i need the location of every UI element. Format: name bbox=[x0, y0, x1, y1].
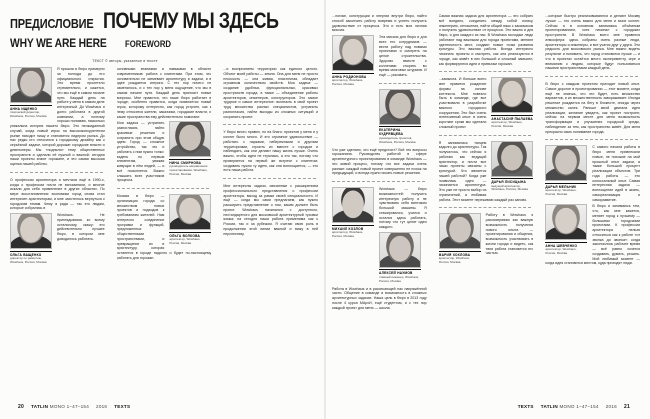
body-text: У бюро много правил, но на благо: проектов у меня и у коллег было много. И это огромное удовольствие — работать с парками, набережными и другими территориями, строить их вместе с городом и наблюдать, как они делают нашу жизнь лучше. Очень важно, чтобы идея не терялась, а это так, потому что проверяется на первой же встрече с клиентом: создавать нужно ту идею, как она воплощается, — это есть наша работа. bbox=[223, 130, 318, 173]
person-entry bbox=[332, 187, 374, 239]
byline: ТЕКСТ © авторы, указанные в тексте bbox=[92, 59, 158, 63]
person-name: ДАРЬЯ МЕЛЬНИК bbox=[545, 184, 577, 189]
body-text: Я занималась танцем задолго до архитектуры. Так получилось, что сейчас я работаю как ведущий архитектор, и почти все наши проекты связаны с культурой. Что является нашей работой? Когда уже появилась идея — начинается архитектура. Это уже не просто выбор из ограничений, а любимая работа. Этот момент переживаю каждый раз заново. bbox=[438, 140, 528, 202]
publication-brand: TATLIN bbox=[31, 404, 49, 409]
section-kicker: ПРЕДИСЛОВИЕ bbox=[10, 17, 94, 31]
column-4 bbox=[332, 14, 427, 395]
portrait-photo bbox=[545, 204, 587, 240]
columns-left bbox=[10, 67, 318, 385]
photo-caption bbox=[439, 251, 481, 265]
body-text: Wowhaus. Не приглядываясь ко всему остальному, скажу: это действительно лучшее бюро, в котором мне доводилось работать. bbox=[57, 213, 105, 241]
body-text: ...и восприятием территории как единого целого. Объект моей работы — земля. Она для меня не просто плоскость — она живая, пластичная, обладает огромным количеством свойств. Моя задача — создание удобных, функциональных, красивых пространств города, а также — объединение работы архитекторов, инженеров, конструкторов. Это самое трудное и самое интересное: включить в свой проект труд множества разных специалистов, устранить разногласия, найти выходы из сложных ситуаций и сохранить проект. bbox=[223, 67, 318, 119]
photo-caption bbox=[169, 232, 211, 246]
body-text: Работа в Wowhaus и в рассекающей нас напряжённой части. Общение в команде и возможность в сложных архитектурных задачах. Наша цель в бюро в 2013 году после 4 курса МАрхИ, ещё студентом, и с тех пор каждый проект для меня — школа. bbox=[332, 286, 427, 310]
person-name: МИХАИЛ КОЗЛОВ bbox=[332, 226, 364, 231]
portrait-photo bbox=[491, 141, 533, 177]
person-role: руководитель проектов, Wowhaus, Россия, Москва bbox=[379, 135, 416, 144]
portrait-photo bbox=[10, 213, 52, 249]
person-entry bbox=[169, 194, 211, 246]
person-name: ОЛЬГА ВАЩЕНКО bbox=[10, 252, 42, 257]
body-text: Мне интересны задачи, связанные с расширением профессионального представления о профессии архитектора, выход за рамки своей специальности. И ещё — когда мы сами предлагаем, как нужно расширить представление о том, каким должен быть проект. Wowhaus начинался с доступного, нестандартного для московской архитектурной тусовки языка; на сегодня наша работа применима как к России, так и за рубежом. Я считаю свою роль в продолжении этой линии важной и вижу в ней перспективу. bbox=[223, 184, 318, 236]
person-role: архитектор, Wowhaus, Россия, Москва bbox=[438, 256, 470, 265]
photo-caption bbox=[545, 242, 587, 256]
entry-divider bbox=[223, 178, 316, 179]
body-text: ...которые быстро реализовываются и делают Москву лучше — это очень важно для меня и моих коллег. Сейчас я в основном занимаюсь объёмным проектированием, хотя начинал с городских пространств. В Wowhaus всего мне нравится атмосфера: здесь собраны очень разные люди, архитекторы и инженеры, и все учатся друг у друга. Это редкость для московского рынка. Мне важно видеть результат и понимать, что город становится лучше — и что в проектах остаётся место эксперименту, игре и вниманию к людям, которые будут пользоваться нашими пространствами каждый день. bbox=[545, 14, 640, 71]
person-role: главный инженер, Wowhaus, Россия, Москва bbox=[379, 274, 419, 283]
portrait-photo bbox=[332, 35, 374, 71]
person-name: АННА ШЕВЧЕНКО bbox=[545, 243, 578, 248]
person-name: ОЛЬГА ВОЛКОВА bbox=[169, 233, 201, 238]
person-entry bbox=[439, 213, 481, 265]
photo-caption bbox=[545, 183, 587, 197]
photo-caption bbox=[491, 115, 533, 129]
column-3 bbox=[223, 67, 318, 385]
entry-divider bbox=[10, 172, 103, 173]
person-entry bbox=[169, 121, 211, 177]
columns-right bbox=[332, 14, 640, 395]
person-name: АНАСТАСИЯ ПЫЛАЕВА bbox=[491, 116, 533, 121]
body-text: Самая важная задача для архитектора — это собрать всё воедино, соединить между собой логику, инженерию, отношения, найти общий язык с заказчиком и получить удовольствие от процесса. Это важно и для бюро, и для каждого из нас. В Wowhaus молодые люди работают над важными для города проектами, меняют идентичность мест, создают новые точки развития культуры. Это важная работа. Всегда интересно начинать проекты и смотреть, как они реализуются в городе, как живёт в них большой и сложный замысел, как формируются идеи и привычки горожан. bbox=[438, 14, 534, 66]
person-entry bbox=[332, 35, 374, 87]
footer-left bbox=[18, 404, 130, 410]
person-name: АЛЕКСЕЙ НАУМОВ bbox=[379, 271, 413, 276]
person-name: ДАРЬЯ ЛИСИЦЫНА bbox=[491, 180, 527, 184]
footer-right bbox=[518, 404, 630, 410]
person-role: руководитель направления проектирования, Wowhaus, Россия, Москва bbox=[169, 164, 208, 177]
publication-year: 2016 bbox=[96, 404, 108, 409]
entry-divider bbox=[332, 181, 425, 182]
column-6 bbox=[545, 14, 640, 395]
section-label: TEXTS bbox=[114, 404, 131, 409]
section-label: TEXTS bbox=[517, 404, 534, 409]
person-name: АННА РОДИОНОВА bbox=[332, 74, 367, 79]
publication-issue: MONO 1–47–154 bbox=[559, 404, 599, 409]
column-2 bbox=[117, 67, 212, 385]
body-text: Что уже сделано, что ещё предстоит? Всё это вопросы горожанина. Руководство работой в сфере архитектурного проектирования в команде Wowhaus — это живой процесс, потому что все задачи очень разные: каждый новый проект совершенно не похож на предыдущий, и всегда нужно искать новые решения. bbox=[332, 147, 427, 176]
entry-divider bbox=[439, 207, 532, 208]
photo-caption bbox=[379, 269, 421, 283]
person-role: архитектор, Wowhaus, Россия, Москва bbox=[332, 78, 364, 86]
body-text: Wowhaus — бюро возможностей: получить интересную работу и не чувствовать себя винтиком большой машины. Я стажировался, учился и остался здесь работать, потому что тут ценят идеи каждого. bbox=[379, 187, 427, 230]
portrait-photo bbox=[169, 194, 211, 230]
column-5 bbox=[439, 14, 534, 395]
photo-caption bbox=[10, 105, 52, 119]
photo-caption bbox=[332, 73, 374, 87]
portrait-photo bbox=[545, 145, 587, 181]
page-number-left: 20 bbox=[18, 404, 25, 410]
person-entry bbox=[545, 145, 587, 197]
person-entry bbox=[379, 89, 421, 145]
body-text: основными знаниями и навыками в области современников: работа с клиентами. При этом, это основательно не затмевает архитектуру и задачи, и в идее рождается интрига. С тех пор ничего не изменилось, и с тех пор у меня ощущение, что мы в самом начале пути. Каждый день приносит новые вопросы. Мне нравится, что наше бюро работает в городе; особенно нравится, когда появляется новый игрок, которому интересно, как город устроен, как к нему относятся жители, заказчики, городские власти, и какие пространства ему действительно помогают. bbox=[116, 67, 212, 119]
photo-caption bbox=[491, 178, 533, 192]
column-1 bbox=[10, 67, 105, 385]
page-title: ПОЧЕМУ МЫ ЗДЕСЬ bbox=[103, 8, 279, 33]
entry-divider bbox=[223, 124, 316, 125]
photo-caption bbox=[169, 159, 211, 177]
entry-divider bbox=[439, 135, 532, 136]
entry-divider bbox=[545, 76, 638, 77]
body-text: О профессии архитектора я мечтала ещё в 1990-х, когда о профессии почти не вспоминали, и многие искали для себя применение в других областях. По мере восстановления экономики город снова стал интересен архитекторам, и мне захотелось вернуться к городским темам. Чему я рада — так это людям, которые собрались в bbox=[10, 177, 105, 211]
person-name: ЕКАТЕРИНА КУДРЯВЦЕВА bbox=[379, 128, 404, 137]
portrait-photo bbox=[491, 77, 533, 113]
page-header bbox=[10, 8, 318, 63]
page-title-en-small: FOREWORD bbox=[124, 39, 171, 49]
photo-caption bbox=[379, 126, 421, 144]
person-role: директор по развитию, Wowhaus, Россия, Москва bbox=[10, 256, 47, 264]
portrait-photo bbox=[439, 213, 481, 249]
publication-year: 2016 bbox=[605, 404, 617, 409]
person-entry bbox=[491, 77, 533, 129]
body-text: Работу в Wowhaus я рассматриваю как важную возможность получения нового опыта — проектирования и общения, возможность участвовать в жизни города и видеть, как твоя работа становится его частью. bbox=[485, 213, 534, 256]
body-text: В бюро я занимаюсь тем, что, как мне кажется, меняет город к лучшему — большими городскими проектами. К профессии архитектора нельзя относиться как к работе «от звонка до звонка»: когда закончилось рабочее время — всё равно хочется создавать, думать, решать. Мой любимый момент — когда идея становится местом, куда приходят люди. bbox=[545, 204, 640, 266]
person-role: творческий директор, Wowhaus, Россия, Москва bbox=[10, 110, 47, 118]
person-entry bbox=[491, 141, 533, 193]
body-text: Москва в бюро — организация города со множеством новых проектов и подходов к требованиям жителей. Нам интересно соединение программ и функций, предложенных общественными пространствами, и превращение их в архитектуру, которая останется в городе надолго и будет по-настоящему работать для горожан. bbox=[116, 194, 212, 260]
person-entry bbox=[10, 67, 52, 119]
photo-caption bbox=[332, 225, 374, 239]
person-name: МАРИЯ ХОХЛОВА bbox=[438, 252, 471, 257]
publication-issue: MONO 1–47–154 bbox=[49, 404, 90, 409]
entry-divider bbox=[117, 188, 210, 189]
entry-divider bbox=[379, 83, 425, 84]
body-text: В бюро с каждым проектом приходит новый опыт. Самое дорогое в проектировании — этот момент, когда ещё не знаешь, что это будет, есть множество вариантов, и их множественность завораживает. Иногда решение рождается на бегу в блокноте, иногда через множество калек. Раньше мной двигала идея реализации, желание увидеть, как проект построен; сейчас на первом месте для меня возможность трансформации и улучшения городской среды, наблюдение за тем, как пространство живёт. Для меня прекрасно само понимание города. bbox=[545, 82, 640, 134]
body-text: Моя задача — устранять разногласия, найти красивые решения и сохранить при этом общую идею. Город — сложное устройство, так что и работать с ним нужно тонко: задень по первым элементам, уважая живущих в нём людей, — и всё посыплется. Важно слышать всех участников процесса. bbox=[116, 121, 165, 183]
portrait-photo bbox=[379, 232, 421, 268]
page-number-right: 21 bbox=[623, 404, 630, 410]
entry-divider bbox=[439, 71, 532, 72]
body-text: ...замысла. И больше всего мне нравится рождение формы на основе контекста. Мне повезло быть в команде, где все участвовали в разработке важного городского сооружения. Это был очень интенсивный опыт: в очень короткие сроки мы сделали сложный проект. bbox=[438, 77, 487, 129]
person-role: архитектор, Wowhaus, Россия, Москва bbox=[332, 230, 364, 238]
portrait-photo bbox=[379, 89, 421, 125]
page-right bbox=[325, 0, 650, 419]
portrait-photo bbox=[169, 121, 211, 157]
portrait-photo bbox=[10, 67, 52, 103]
body-text: Я пришла в бюро примерно за полгода до его официального открытия. Это время пролетело стремительно, и кажется, что мы ещё в самом начале пути. Каждый день на работе у меня в самом деле интересный. До Wowhaus я долго работала в другой компании, а поэтому хорошо понимаю, насколько уникальна история нашего бюро. Это неожиданный случай, когда новый игрок на высококонкурентном рынке находит нишу и становится лидером рынка. До нас редко кто относился к городскому дизайну как к серьёзной задаче, которой дорожат городские власти и девелоперы. Мы «подняли» тему общественных пространств и сделали её нужной и важной: сегодня наши проекты знают горожане, и это самая высокая оценка нашей работы. bbox=[10, 67, 105, 166]
person-entry bbox=[545, 204, 587, 256]
person-role: архитектор, Wowhaus, Россия, Москва bbox=[545, 247, 577, 256]
person-entry bbox=[379, 232, 421, 284]
body-text: С самого начала работы в бюро меня привлекали новые, не похожие на мой прошлый опыт задачи, а также большой процент реализации объектов. Три года работы — это колоссальный опыт. Самая интересная задача — воплощение идей в жизнь, самореализация и саморазвитие. bbox=[592, 145, 640, 202]
page-title-en: WHY WE ARE HERE bbox=[10, 36, 107, 50]
body-text: Эта миссия для бюро и для всех его сотрудников — вести работу над новыми проектами и смотреть на целое строительства. Здорово вместе с коллегами спорить во время мозговых штурмов. И ещё — рисовать. bbox=[379, 35, 427, 77]
person-name: НИНА СМИРНОВА bbox=[169, 160, 202, 165]
person-role: архитектор, Wowhaus, Россия, Москва bbox=[491, 120, 523, 129]
person-role: архитектор, Wowhaus, Россия, Москва bbox=[169, 237, 201, 245]
person-role: архитектор, Wowhaus, Россия, Москва bbox=[545, 188, 577, 197]
photo-caption bbox=[10, 251, 52, 265]
publication-brand: TATLIN bbox=[540, 404, 558, 409]
portrait-photo bbox=[332, 187, 374, 223]
person-role: ведущий архитектор, Wowhaus, Россия, Москва bbox=[491, 183, 528, 192]
entry-divider bbox=[545, 139, 638, 140]
body-text: ...логике, конструкции и энергии внутри бюро, найти способ закончить работу вовремя и успеть получить удовольствие от процесса. Это и есть моя личная миссия. bbox=[332, 14, 427, 33]
person-name: АННА ИЩЕНКО bbox=[10, 106, 38, 111]
person-entry bbox=[10, 213, 52, 265]
